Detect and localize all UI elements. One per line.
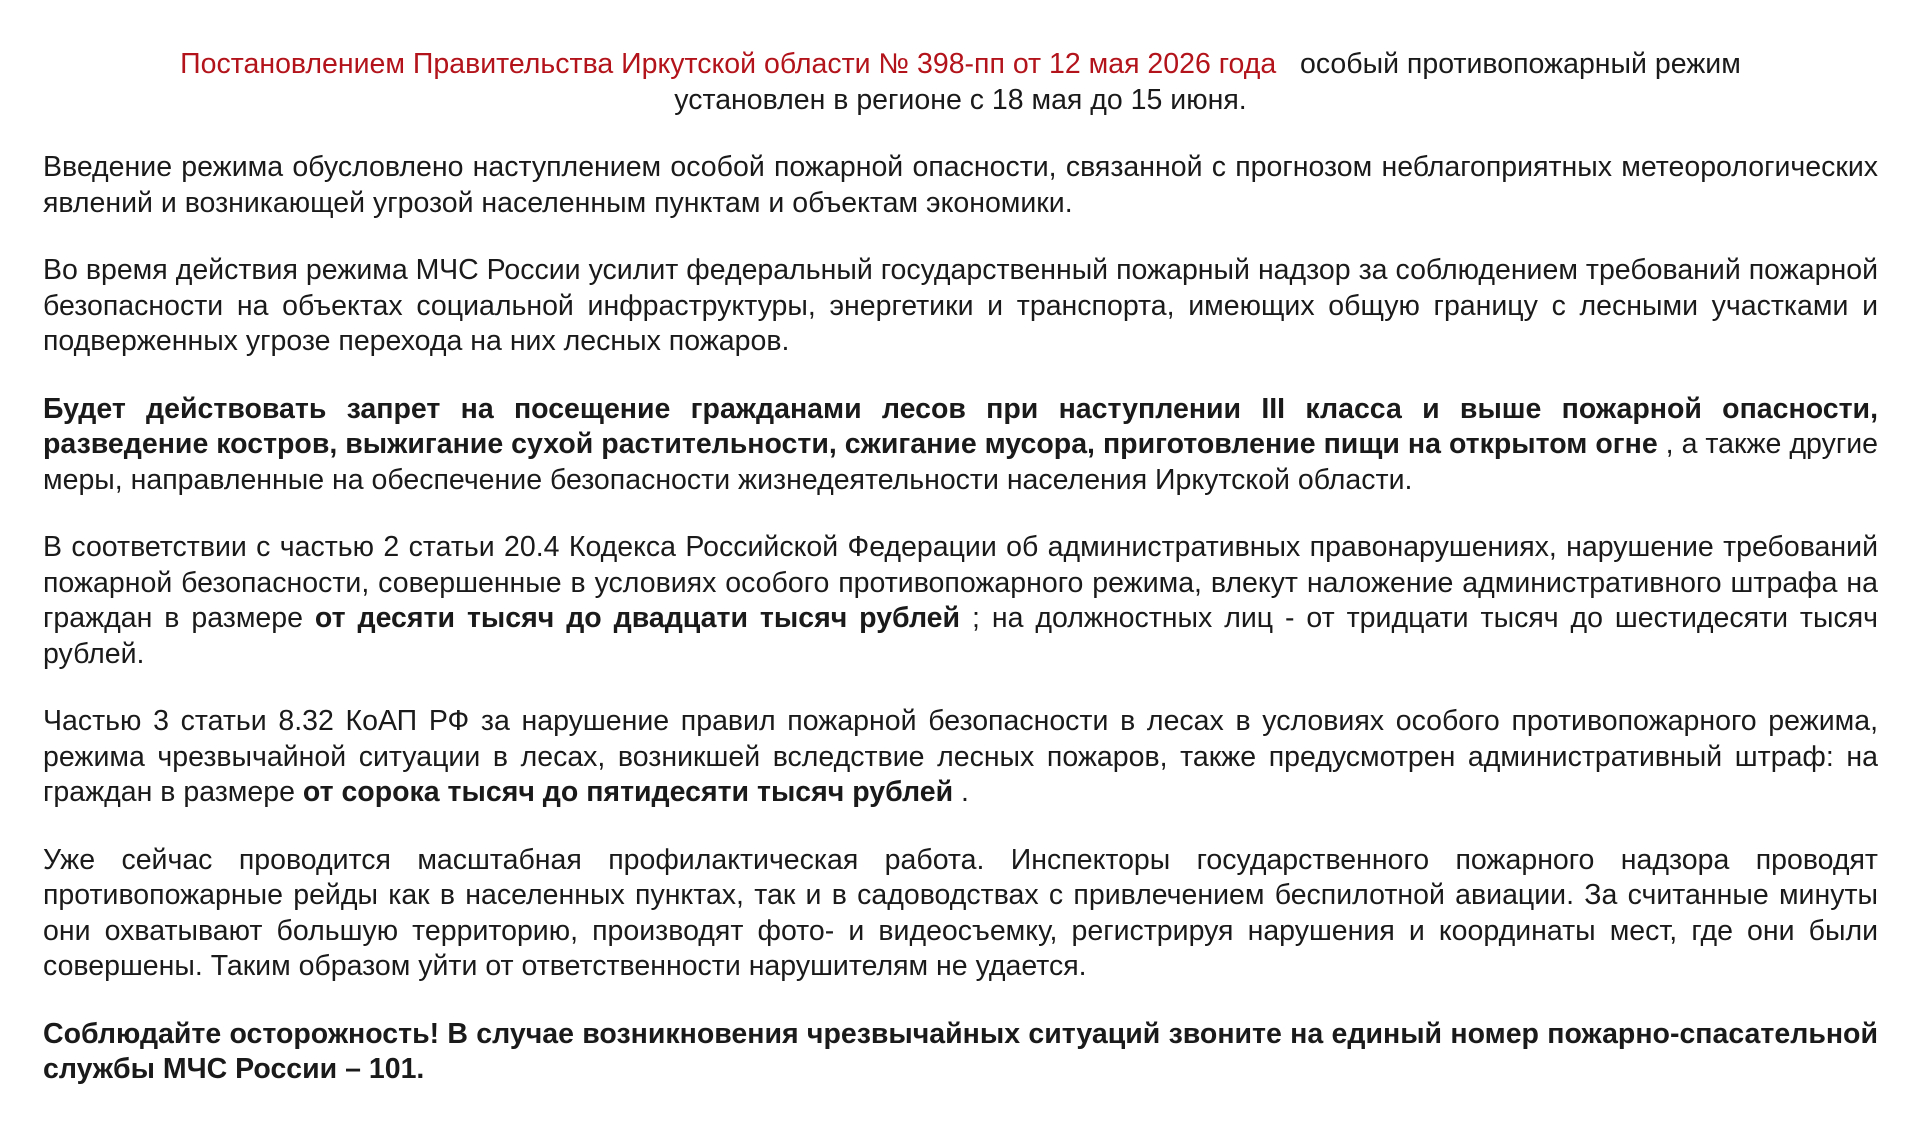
document-heading: [43, 46, 1878, 118]
paragraph-fines-8-32: [43, 704, 1878, 811]
fines-8-32-intro: Частью 3 статьи 8.32 КоАП РФ за нарушение правил пожарной безопасности в лесах в условиях особого противопожарного режима, режима чрезвычайной ситуации в лесах, возникшей вследствие лесных пожаров, также предусмотрен административный штраф: на граждан в размере: [43, 705, 1878, 808]
emergency-call-text: Соблюдайте осторожность! В случае возникновения чрезвычайных ситуаций звоните на единый номер пожарно-спасательной службы МЧС России – 101.: [43, 1017, 1878, 1085]
prohibitions-rest-text: , а также другие меры, направленные на обеспечение безопасности жизнедеятельности населения Иркутской области.: [43, 428, 1878, 496]
heading-text: особый противопожарный режим установлен в регионе с 18 мая до 15 июня.: [674, 48, 1741, 116]
paragraph-supervision: [43, 253, 1878, 360]
paragraph-prohibitions: [43, 392, 1878, 499]
fines-8-32-end: .: [961, 776, 969, 808]
prevention-work-text: Уже сейчас проводится масштабная профилактическая работа. Инспекторы государственного пожарного надзора проводят противопожарные рейды как в населенных пунктах, так и в садоводствах с привлечением беспилотной авиации. За считанные минуты они охватывают большую территорию, производят фото- и видеосъемку, регистрируя нарушения и координаты мест, где они были совершены. Таким образом уйти от ответственности нарушителям не удается.: [43, 843, 1878, 982]
paragraph-prevention-work: [43, 843, 1878, 985]
decree-reference: Постановлением Правительства Иркутской области № 398-пп от 12 мая 2026 года: [180, 48, 1277, 80]
paragraph-reason: [43, 150, 1878, 221]
prohibitions-bold-text: Будет действовать запрет на посещение гражданами лесов при наступлении III класса и выше пожарной опасности, разведение костров, выжигание сухой растительности, сжигание мусора, приготовление пищи на открытом огне: [43, 392, 1878, 460]
paragraph-fines-20-4: [43, 530, 1878, 672]
paragraph-emergency-call: [43, 1017, 1878, 1088]
fines-20-4-amount: от десяти тысяч до двадцати тысяч рублей: [314, 602, 961, 634]
fines-20-4-officials: ; на должностных лиц - от тридцати тысяч до шестидесяти тысяч рублей.: [43, 602, 1879, 670]
fines-20-4-intro: В соответствии с частью 2 статьи 20.4 Кодекса Российской Федерации об административных правонарушениях, нарушение требований пожарной безопасности, совершенные в условиях особого противопожарного режима, влекут наложение административного штрафа на граждан в размере: [43, 531, 1878, 634]
paragraph-reason-text: Введение режима обусловлено наступлением особой пожарной опасности, связанной с прогнозом неблагоприятных метеорологических явлений и возникающей угрозой населенным пунктам и объектам экономики.: [43, 151, 1878, 219]
paragraph-supervision-text: Во время действия режима МЧС России усилит федеральный государственный пожарный надзор за соблюдением требований пожарной безопасности на объектах социальной инфраструктуры, энергетики и транспорта, имеющих общую границу с лесными участками и подверженных угрозе перехода на них лесных пожаров.: [43, 254, 1878, 357]
fines-8-32-amount: от сорока тысяч до пятидесяти тысяч рублей: [302, 776, 954, 808]
